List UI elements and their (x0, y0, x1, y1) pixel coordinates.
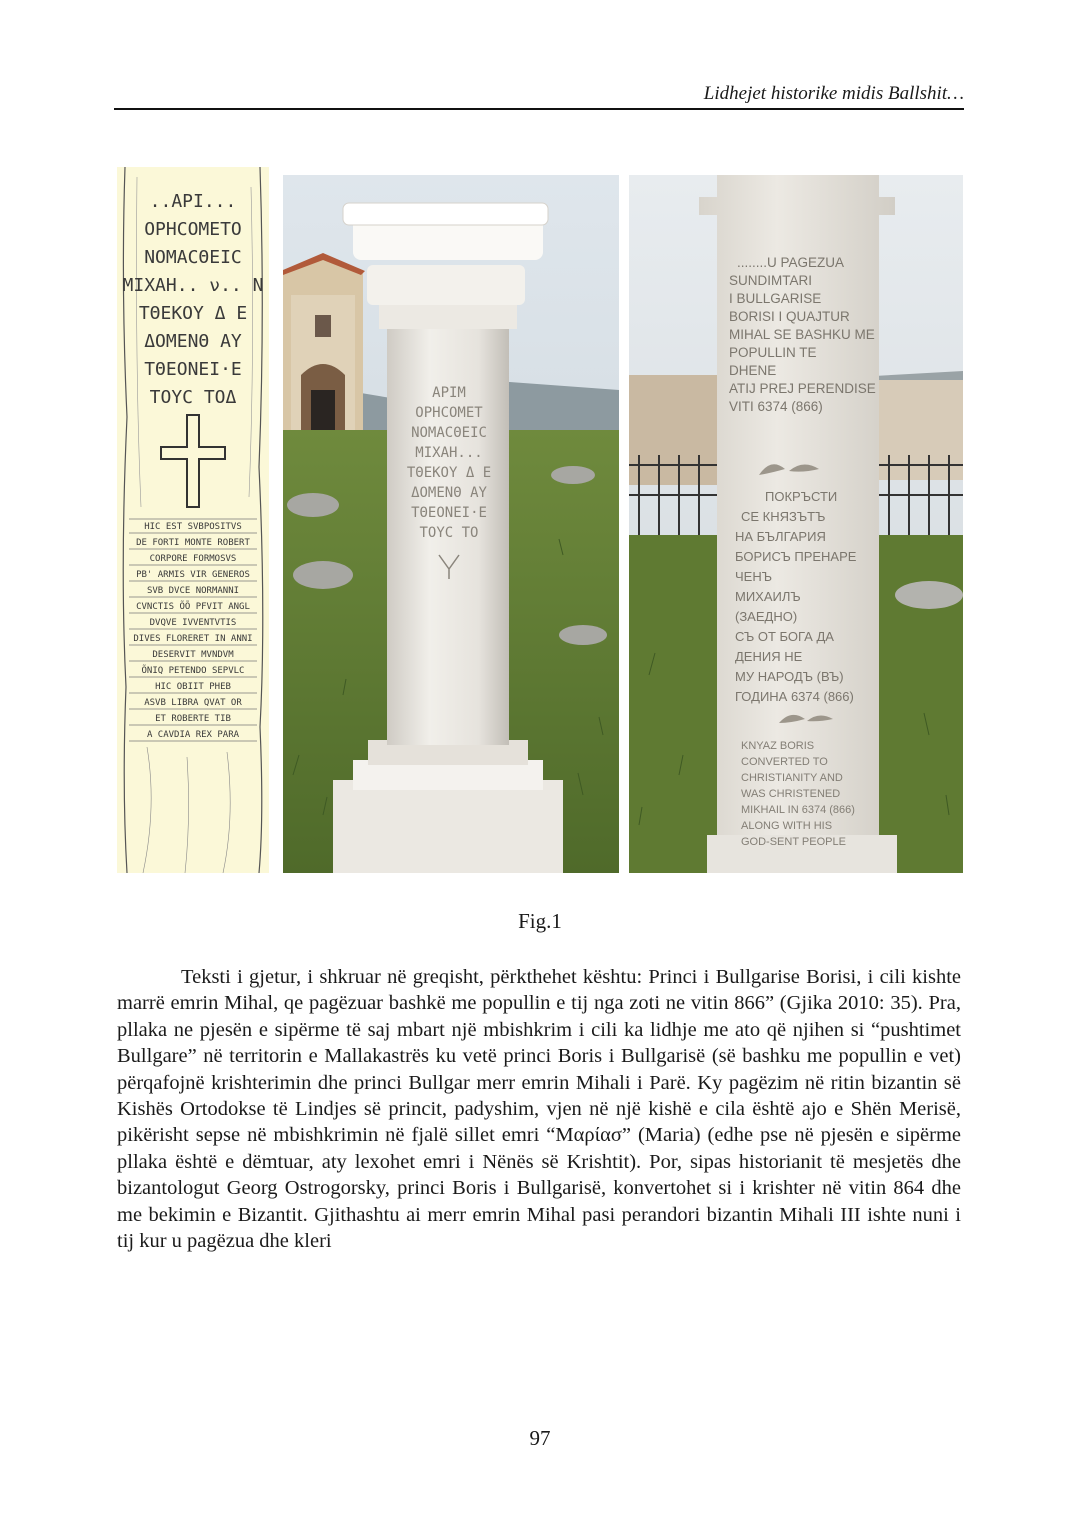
header-rule (114, 108, 964, 110)
figure-caption: Fig.1 (518, 909, 562, 933)
column-inscription-line: ΤΘΕΟΝΕΙ·Ε (411, 505, 487, 521)
stele-albanian-line: BORISI I QUAJTUR (729, 309, 850, 324)
drawing-latin-line: DVQVE IVVENTVTIS (149, 618, 237, 628)
drawing-latin-line: ASVB LIBRA QVAT OR (144, 698, 242, 708)
stele-bulgarian-line: ПОКРЪСТИ (765, 489, 838, 504)
drawing-latin-line: CORPORE FORMOSVS (149, 554, 237, 564)
stele-albanian-line: MIHAL SE BASHKU ME (729, 327, 875, 342)
drawing-greek-line: ΟΡΗCΟΜΕΤΟ (144, 219, 242, 240)
column-inscription-line: ΤΟΥC ΤΟ (419, 525, 479, 541)
drawing-greek-line: ΤΘΕΚΟΥ Δ Ε (138, 303, 248, 324)
column-photo (283, 175, 619, 873)
stele-bulgarian-line: (ЗАЕДНО) (735, 609, 798, 624)
stele-english-line: ALONG WITH HIS (741, 820, 833, 832)
column-inscription-line: ΤΘΕΚΟΥ Δ Ε (406, 465, 492, 481)
drawing-latin-line: CVNCTIS ÕÕ PFVIT ANGL (136, 602, 250, 612)
column-inscription-line: ΜΙΧΑΗ... (415, 445, 483, 461)
stele-english-line: MIKHAIL IN 6374 (866) (741, 804, 855, 816)
stele-albanian-line: I BULLGARISE (729, 291, 822, 306)
stele-bulgarian-line: ГОДИНА 6374 (866) (735, 689, 854, 704)
drawing-greek-line: ΤΟΥC ΤΟΔ (149, 387, 237, 408)
stele-albanian-line: ........U PAGEZUA (737, 255, 845, 270)
running-head: Lidhejet historike midis Ballshit… (703, 83, 964, 104)
column-inscription-line: ΔΟΜΕΝΘ ΑΥ (411, 485, 487, 501)
drawing-latin-line: DIVES FLORERET IN ANNI (133, 634, 253, 644)
stele-bulgarian-line: СЪ ОТ БОГА ДА (735, 629, 834, 644)
drawing-greek-line: ΜΙΧΑΗ.. ν.. Ν (122, 275, 264, 296)
stele-albanian-line: POPULLIN TE (729, 345, 817, 360)
stele-english-line: CHRISTIANITY AND (741, 772, 843, 784)
inscription-drawing (117, 167, 269, 873)
stele-bulgarian-line: ЧЕНЪ (735, 569, 773, 584)
drawing-latin-line: A CAVDIA REX PARA (146, 730, 240, 740)
body-paragraph: Teksti i gjetur, i shkruar në greqisht, përkthehet kështu: Princi i Bullgarise Borisi, i cili kishte marrë emrin Mihal, qe pagëzuar bashkë me popullin e tij nga zoti ne vitin 866” (Gjika 2010: 35). Pra, pllaka ne pjesën e sipërme të saj mbart një mbishkrim i cili ka lidhje me ato që njihen si “pushtimet Bullgare” në territorin e Mallakastrës ku vetë princi Boris i Bullgarisë (së bashku me popullin e vet) përqafojnë krishterimin dhe princi Bullgar merr emrin Mihali i Parë. Ky pagëzim në ritin bizantin së Kishës Ortodokse të Lindjes së princit, padyshim, vjen në një kishë e cila është ajo e Shën Merisë, pikërisht sepse në mbishkrimin në fjalë sillet emri “Μαρίασ” (Maria) (edhe pse në pjesën e sipërme pllaka është e dëmtuar, aty lexohet emri i Nënës së Krishtit). Por, sipas historianit të mesjetës dhe bizantologut Georg Ostrogorsky, princi Boris i Bullgarisë, konvertohet si i krishter në vitin 864 dhe me bekimin e Bizantit. Gjithashtu ai merr emrin Mihal pasi perandori bizantin Mihali III ishte nuni i tij kur u pagëzua dhe kleri (117, 966, 961, 1253)
drawing-latin-line: HIC OBIIT PHEB (155, 682, 231, 692)
stele-albanian-line: ATIJ PREJ PERENDISE (729, 381, 876, 396)
drawing-latin-line: DESERVIT MVNDVM (152, 650, 234, 660)
stele-bulgarian-line: НА БЪЛГАРИЯ (735, 529, 826, 544)
stele-english-line: KNYAZ BORIS (741, 740, 815, 752)
stele-photo (629, 175, 963, 873)
column-inscription-line: ΟΡΗCΟΜΕΤ (415, 405, 483, 421)
stele-english-line: CONVERTED TO (741, 756, 828, 768)
stele-bulgarian-line: ДЕНИЯ НЕ (735, 649, 803, 664)
page-number: 97 (529, 1426, 551, 1450)
drawing-latin-line: DE FORTI MONTE ROBERT (136, 538, 250, 548)
column-inscription-line: ΝΟΜΑCΘΕΙC (411, 425, 487, 441)
stele-bulgarian-line: МИХАИЛЪ (735, 589, 801, 604)
stele-bulgarian-line: БОРИСЪ ПРЕНАРЕ (735, 549, 857, 564)
drawing-latin-line: SVB DVCE NORMANNI (146, 586, 240, 596)
stele-albanian-line: SUNDIMTARI (729, 273, 812, 288)
stele-english-line: WAS CHRISTENED (741, 788, 841, 800)
stele-albanian-line: VITI 6374 (866) (729, 399, 823, 414)
drawing-greek-line: ΤΘΕΟΝΕΙ·Ε (144, 359, 242, 380)
stele-albanian-line: DHENE (729, 363, 777, 378)
column-inscription-line: ΑΡΙΜ (432, 385, 466, 401)
drawing-latin-line: PB' ARMIS VIR GENEROS (136, 570, 250, 580)
drawing-latin-line: ÕNIQ PETENDO SEPVLC (141, 666, 245, 676)
stele-bulgarian-line: СЕ КНЯЗЪТЪ (741, 509, 826, 524)
drawing-greek-line: ΔΟΜΕΝΘ ΑΥ (144, 331, 242, 352)
stele-english-line: GOD-SENT PEOPLE (741, 836, 846, 848)
drawing-greek-line: ΝΟΜΑCΘΕΙC (144, 247, 242, 268)
drawing-greek-line: ..ΑΡΙ... (149, 191, 237, 212)
drawing-latin-line: ET ROBERTE TIB (155, 714, 231, 724)
drawing-latin-line: HIC EST SVBPOSITVS (144, 522, 242, 532)
stele-bulgarian-line: МУ НАРОДЪ (ВЪ) (735, 669, 844, 684)
